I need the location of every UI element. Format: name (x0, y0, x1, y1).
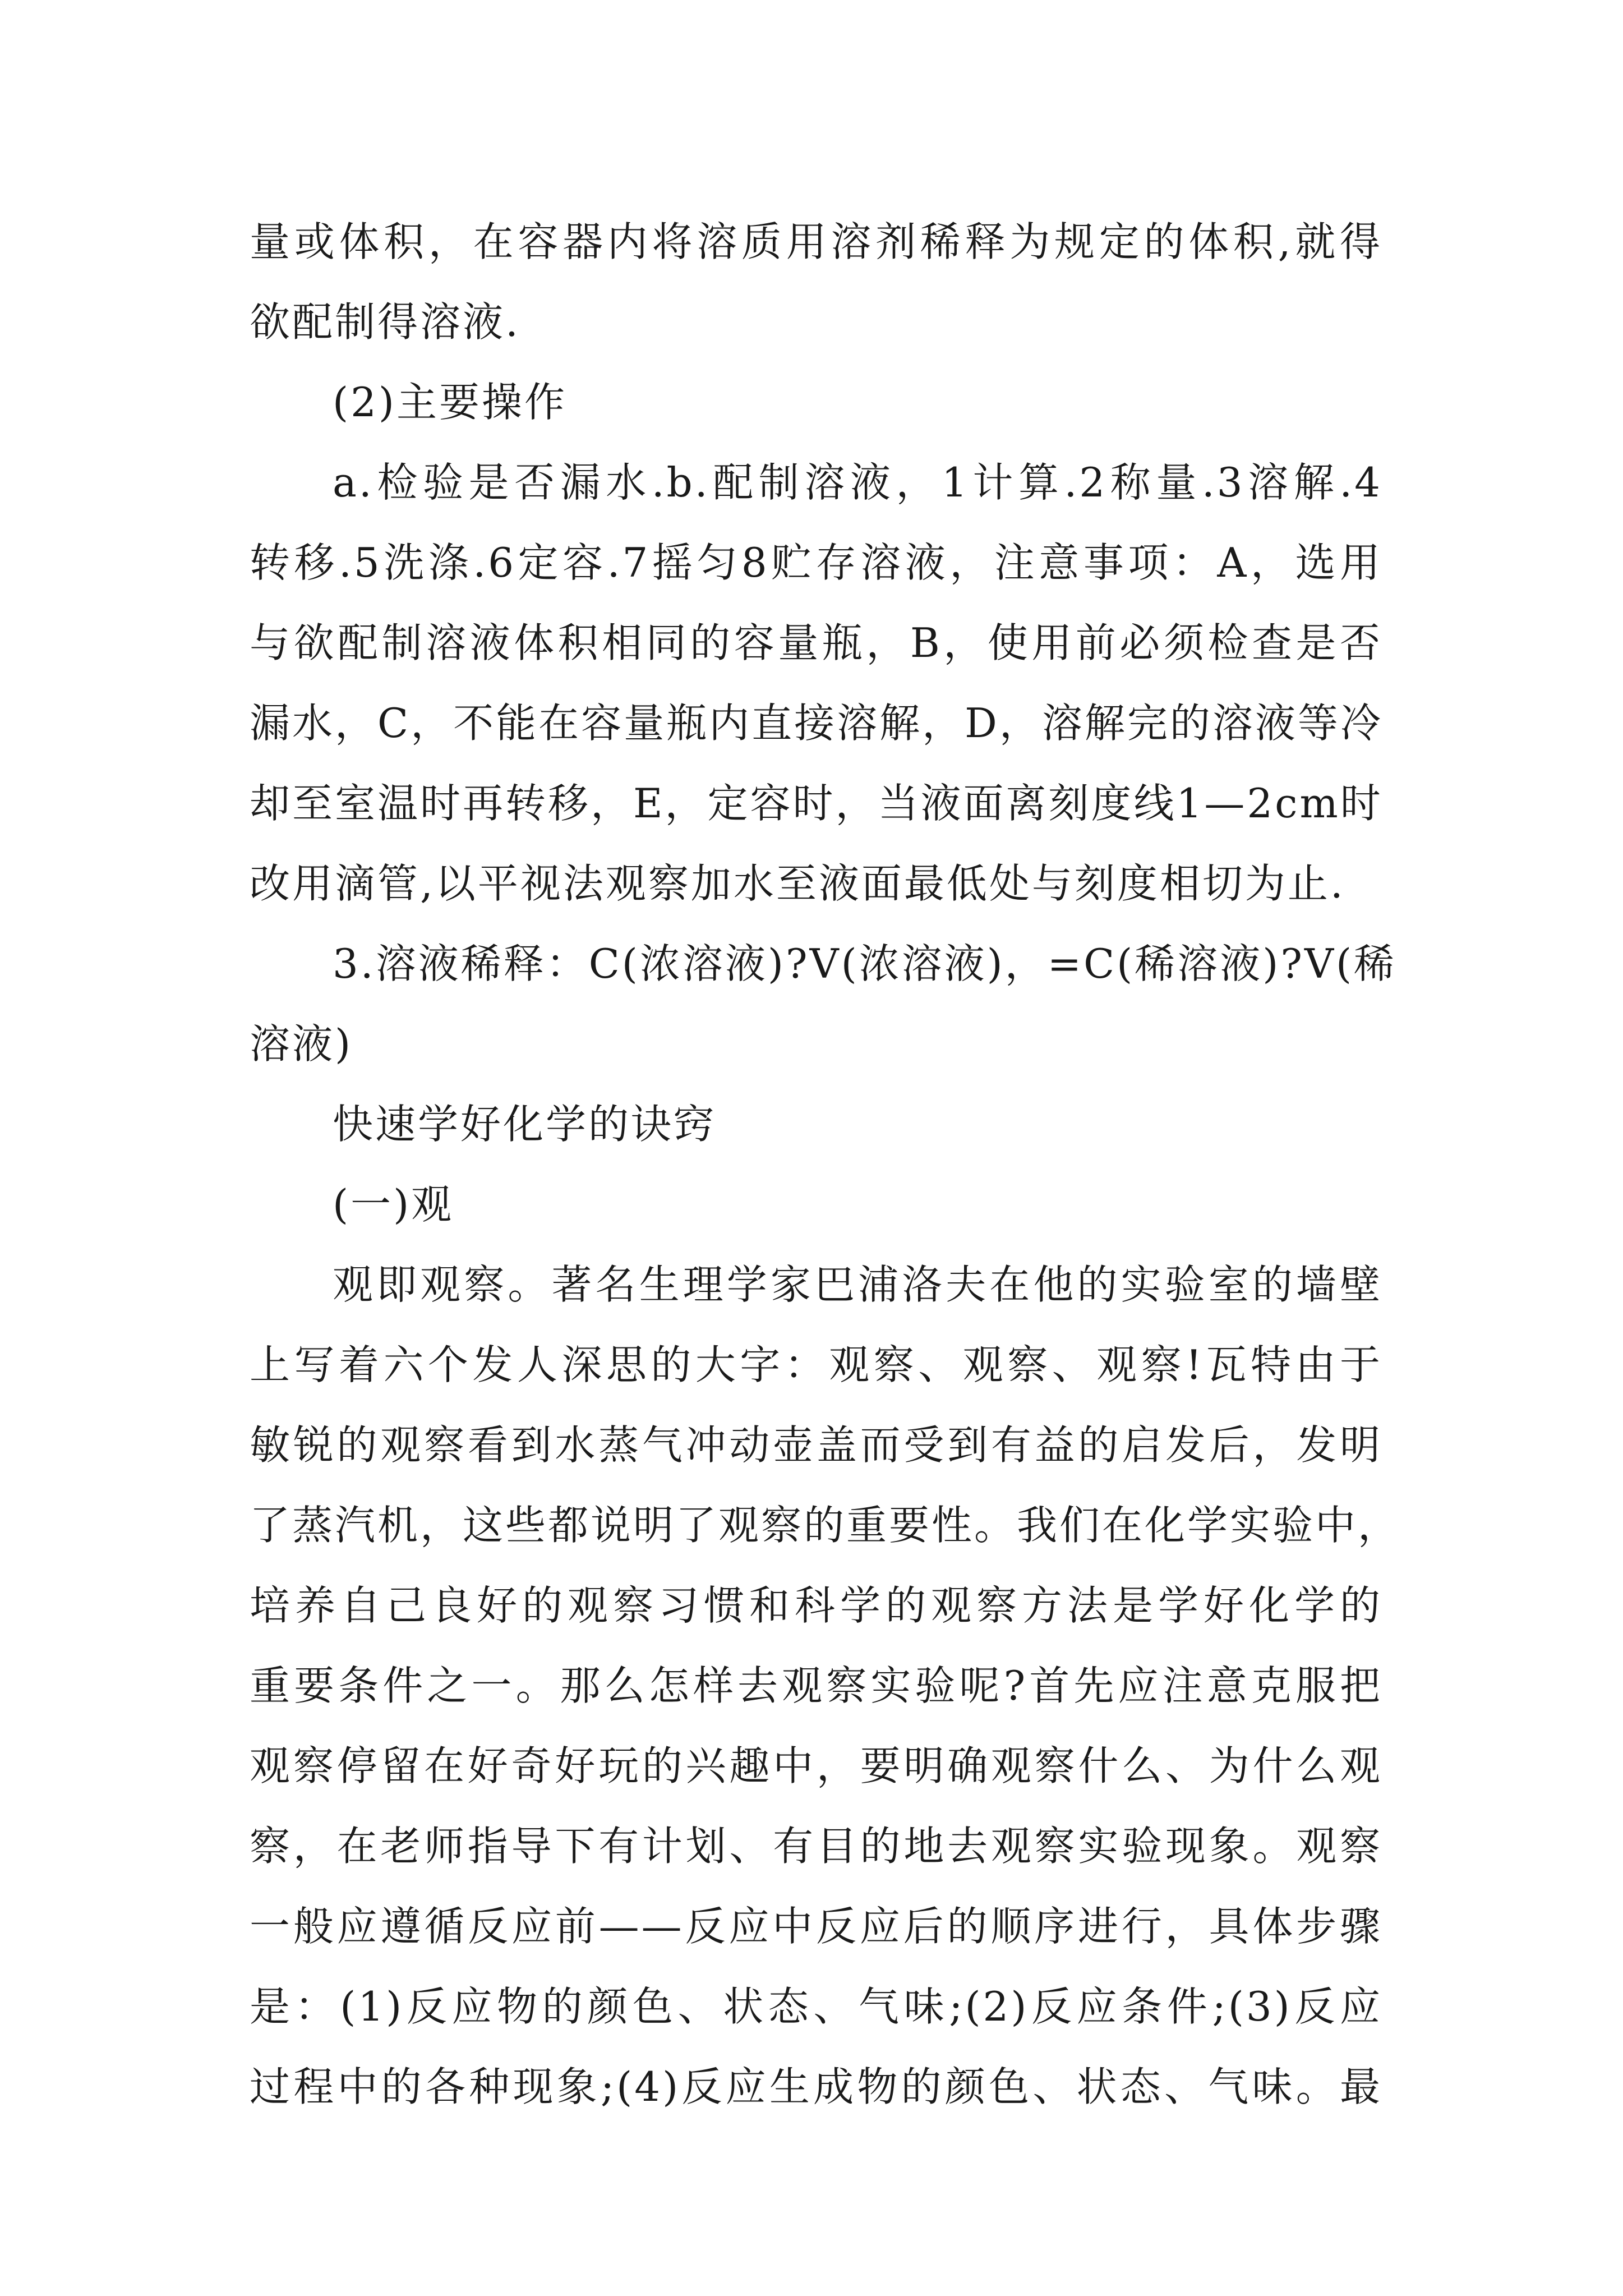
section-heading: 快速学好化学的诀窍 (333, 1101, 717, 1148)
text-line: 观即观察。著名生理学家巴浦洛夫在他的实验室的墙壁 (333, 1261, 1382, 1308)
text-line: (2)主要操作 (333, 379, 567, 426)
text-line: 敏锐的观察看到水蒸气冲动壶盖而受到有益的启发后，发明 (250, 1421, 1382, 1469)
text-line: 上写着六个发人深思的大字：观察、观察、观察!瓦特由于 (250, 1341, 1382, 1388)
text-line: 了蒸汽机，这些都说明了观察的重要性。我们在化学实验中， (250, 1502, 1401, 1549)
text-line: a.检验是否漏水.b.配制溶液，1计算.2称量.3溶解.4 (333, 459, 1382, 506)
text-line: 重要条件之一。那么怎样去观察实验呢?首先应注意克服把 (250, 1662, 1382, 1709)
text-line: 观察停留在好奇好玩的兴趣中，要明确观察什么、为什么观 (250, 1742, 1382, 1789)
text-line: 是：(1)反应物的颜色、状态、气味;(2)反应条件;(3)反应 (250, 1983, 1382, 2030)
text-line: 培养自己良好的观察习惯和科学的观察方法是学好化学的 (250, 1582, 1382, 1629)
text-line: 过程中的各种现象;(4)反应生成物的颜色、状态、气味。最 (250, 2063, 1382, 2110)
text-line: 与欲配制溶液体积相同的容量瓶，B，使用前必须检查是否 (250, 619, 1382, 666)
subsection-heading: (一)观 (333, 1181, 454, 1228)
text-line: 察，在老师指导下有计划、有目的地去观察实验现象。观察 (250, 1823, 1382, 1870)
document-body (250, 202, 1401, 2127)
text-line: 3.溶液稀释：C(浓溶液)?V(浓溶液)，=C(稀溶液)?V(稀 (333, 940, 1397, 987)
text-line: 却至室温时再转移，E，定容时，当液面离刻度线1—2cm时 (250, 780, 1383, 827)
text-line: 改用滴管,以平视法观察加水至液面最低处与刻度相切为止. (250, 860, 1345, 907)
text-line: 欲配制得溶液. (250, 298, 520, 346)
text-line: 量或体积，在容器内将溶质用溶剂稀释为规定的体积,就得 (250, 218, 1382, 265)
text-line: 一般应遵循反应前——反应中反应后的顺序进行，具体步骤 (250, 1903, 1382, 1950)
text-line: 转移.5洗涤.6定容.7摇匀8贮存溶液，注意事项：A，选用 (250, 539, 1382, 586)
text-line: 溶液) (250, 1020, 353, 1068)
text-line: 漏水，C，不能在容量瓶内直接溶解，D，溶解完的溶液等冷 (250, 700, 1383, 747)
